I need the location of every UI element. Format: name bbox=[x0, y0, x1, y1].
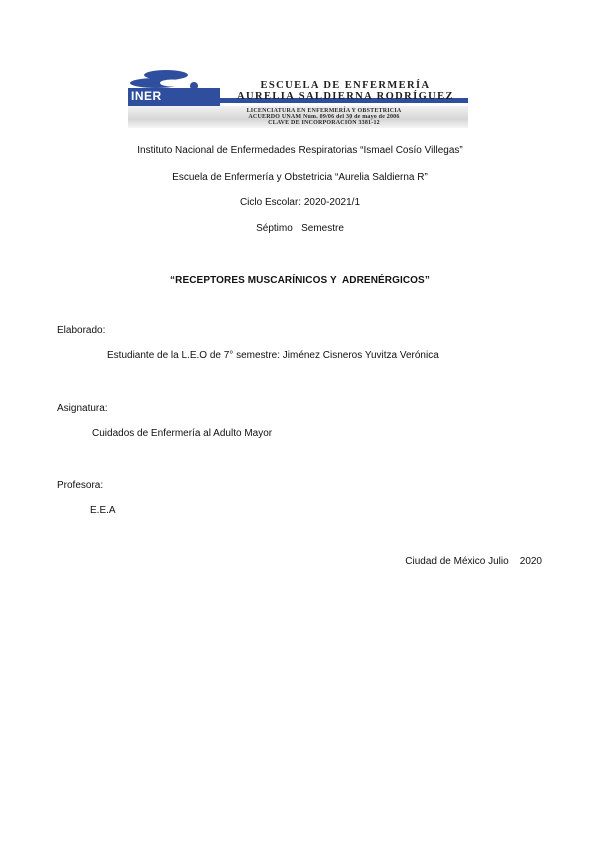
semester: Séptimo Semestre bbox=[256, 223, 344, 234]
logo-fine-print-2: ACUERDO UNAM Núm. 09/06 del 30 de mayo de 2006 bbox=[248, 114, 400, 120]
subject-label: Asignatura: bbox=[57, 403, 108, 414]
logo-fine-print-1: LICENCIATURA EN ENFERMERÍA Y OBSTETRICIA bbox=[246, 108, 402, 114]
logo-fine-print-strip bbox=[128, 106, 468, 128]
institute-name: Instituto Nacional de Enfermedades Respiratorias “Ismael Cosío Villegas” bbox=[137, 145, 463, 156]
subject-value: Cuidados de Enfermería al Adulto Mayor bbox=[92, 428, 273, 439]
school-logo-banner bbox=[128, 66, 468, 128]
author-label: Elaborado: bbox=[57, 325, 106, 336]
school-name: Escuela de Enfermería y Obstetricia “Aurelia Saldierna R” bbox=[172, 172, 428, 183]
school-name-line-2: AURELIA SALDIERNA RODRÍGUEZ bbox=[237, 91, 454, 102]
teacher-value: E.E.A bbox=[90, 505, 116, 516]
document-title: “RECEPTORES MUSCARÍNICOS Y ADRENÉRGICOS” bbox=[170, 275, 430, 286]
school-year: Ciclo Escolar: 2020-2021/1 bbox=[239, 197, 361, 208]
school-name-line-1: ESCUELA DE ENFERMERÍA bbox=[260, 80, 431, 91]
iner-acronym: INER bbox=[131, 89, 162, 103]
author-value: Estudiante de la L.E.O de 7° semestre: Jiménez Cisneros Yuvitza Verónica bbox=[107, 350, 439, 361]
logo-fine-print-3: CLAVE DE INCORPORACIÓN 3381-12 bbox=[268, 120, 380, 126]
place-date: Ciudad de México Julio 2020 bbox=[405, 556, 542, 567]
teacher-label: Profesora: bbox=[57, 480, 104, 491]
